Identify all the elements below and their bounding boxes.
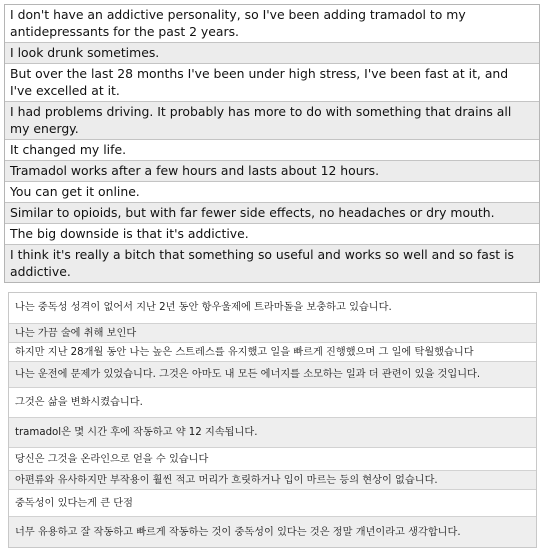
korean-row-2: 나는 가끔 술에 취해 보인다 — [9, 323, 536, 342]
english-row-8: Similar to opioids, but with far fewer side effects, no headaches or dry mouth. — [5, 202, 539, 223]
korean-translation-table — [8, 292, 537, 548]
korean-row-4: 나는 운전에 문제가 있었습니다. 그것은 아마도 내 모든 에너지를 소모하는 일과 더 관련이 있을 것입니다. — [9, 361, 536, 387]
english-row-1: I don't have an addictive personality, so I've been adding tramadol to my antidepressants for the past 2 years. — [5, 5, 539, 42]
korean-row-5: 그것은 삶을 변화시켰습니다. — [9, 387, 536, 417]
korean-row-7: 당신은 그것을 온라인으로 얻을 수 있습니다 — [9, 447, 536, 470]
english-row-6: Tramadol works after a few hours and lasts about 12 hours. — [5, 160, 539, 181]
english-row-7: You can get it online. — [5, 181, 539, 202]
english-row-3: But over the last 28 months I've been under high stress, I've been fast at it, and I've excelled at it. — [5, 63, 539, 101]
english-sentence-table — [4, 4, 540, 283]
korean-row-8: 아편류와 유사하지만 부작용이 훨씬 적고 머리가 흐릿하거나 입이 마르는 등의 현상이 없습니다. — [9, 470, 536, 489]
korean-row-3: 하지만 지난 28개월 동안 나는 높은 스트레스를 유지했고 일을 빠르게 진행했으며 그 일에 탁월했습니다 — [9, 342, 536, 361]
english-row-9: The big downside is that it's addictive. — [5, 223, 539, 244]
english-row-10: I think it's really a bitch that something so useful and works so well and so fast is addictive. — [5, 244, 539, 282]
english-row-5: It changed my life. — [5, 139, 539, 160]
korean-row-9: 중독성이 있다는게 큰 단점 — [9, 489, 536, 516]
korean-row-10: 너무 유용하고 잘 작동하고 빠르게 작동하는 것이 중독성이 있다는 것은 정말 개년이라고 생각합니다. — [9, 516, 536, 547]
english-row-4: I had problems driving. It probably has more to do with something that drains all my energy. — [5, 101, 539, 139]
korean-row-1: 나는 중독성 성격이 없어서 지난 2년 동안 항우울제에 트라마돌을 보충하고 있습니다. — [9, 293, 536, 323]
korean-row-6: tramadol은 몇 시간 후에 작동하고 약 12 지속됩니다. — [9, 417, 536, 447]
english-row-2: I look drunk sometimes. — [5, 42, 539, 63]
